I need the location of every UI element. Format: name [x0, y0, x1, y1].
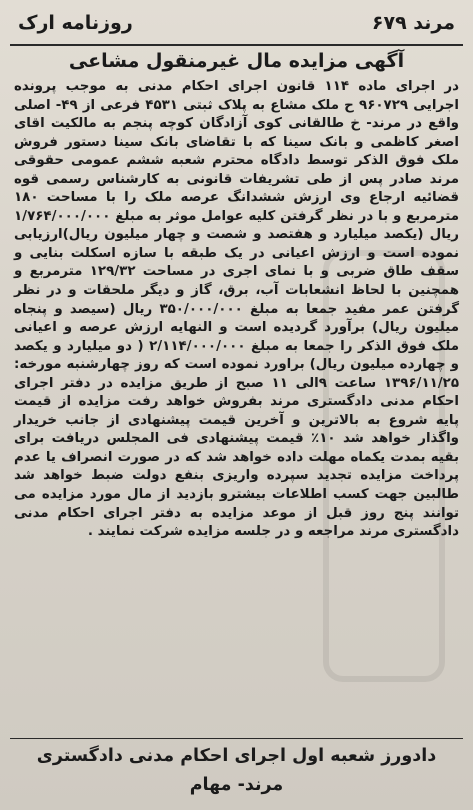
newspaper-name: روزنامه ارک [18, 12, 133, 34]
notice-body [14, 78, 459, 542]
signature-line-2: مرند- مهام [189, 775, 284, 795]
notice-title: آگهی مزایده مال غیرمنقول مشاعی [68, 50, 405, 72]
header-divider [10, 44, 463, 46]
signature-line-1: دادورز شعبه اول اجرای احکام مدنی دادگستری [36, 746, 437, 766]
sheet-number: مرند ۶۷۹ [371, 12, 455, 34]
notice-body-text: در اجرای ماده ۱۱۴ قانون اجرای احکام مدنی به موجب پرونده اجرایی ۹۶۰۷۲۹ ح ملک مشاع به پلاک ثبتی ۴۵۳۱ فرعی از ۴۹- اصلی واقع در مرند- خ طالقانی کوی آزادگان کوچه پنجم به مالکیت اقای اصغر کاظمی و بانک سینا که با تقاضای بانک سینا دستور فروش ملک فوق الذکر توسط دادگاه محترم شعبه ششم عمومی حقوقی مرند صادر پس از طی تشریفات قانونی به کارشناس رسمی قوه قضائیه ارجاع وی ارزش ششدانگ عرصه ملک را با مساحت ۱۸۰ مترمربع و با در نظر گرفتن کلیه عوامل موثر به مبلغ ۱/۷۶۴/۰۰۰/۰۰۰ ریال (یکصد میلیارد و هفتصد و شصت و چهار میلیون ریال)ارزیابی نموده است و ارزش اعیانی در یک طبقه با سازه اسکلت بنایی و سقف طاق ضربی و با نمای اجری در مساحت ۱۲۹/۳۲ مترمربع و همچنین با لحاظ انشعابات آب، برق، گاز و دیگر ملحقات و در نظر گرفتن عمر مفید جمعا به مبلغ ۳۵۰/۰۰۰/۰۰۰ ریال (سیصد و پنجاه میلیون ریال) برآورد گردیده است و النهایه ارزش عرصه و اعیانی ملک فوق الذکر را جمعا به مبلغ ۲/۱۱۴/۰۰۰/۰۰۰ ( دو میلیارد و یکصد و چهارده میلیون ریال) براورد نموده است که روز چهارشنبه مورخه: ۱۳۹۶/۱۱/۲۵ ساعت ۹الی ۱۱ صبح از طریق مزایده در دفتر اجرای احکام مدنی دادگستری مرند بفروش خواهد رفت مزایده از قیمت پایه شروع به بالاترین و آخرین قیمت پیشنهادی از جانب خریدار واگذار خواهد شد ۱۰٪ قیمت پیشنهادی فی المجلس دریافت برای بقیه بمدت یکماه مهلت داده خواهد شد که در صورت انصراف یا عدم پرداخت مزایده تجدید سپرده واریزی بنفع دولت ضبط خواهد شد طالبین جهت کسب اطلاعات بیشترو بازدید از مال مورد مزایده می توانند پنج روز قبل از موعد مزایده به دفتر اجرای احکام مدنی دادگستری مرند مراجعه و در جلسه مزایده شرکت نمایند . [14, 79, 460, 540]
header-bar [12, 12, 461, 46]
signature-divider [10, 738, 463, 739]
